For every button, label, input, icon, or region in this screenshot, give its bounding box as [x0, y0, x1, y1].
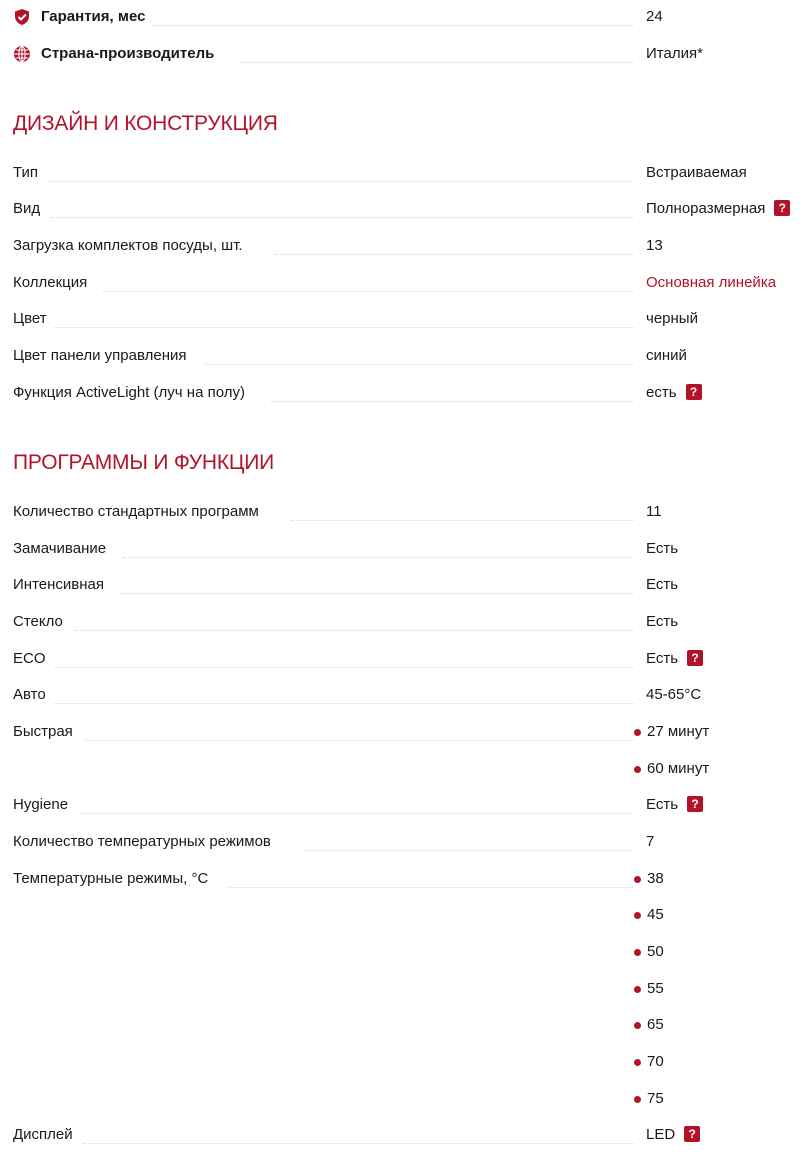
help-icon[interactable]: ?: [687, 650, 703, 666]
spec-value: Встраиваемая: [646, 164, 747, 181]
spec-label: Температурные режимы, °C: [13, 870, 209, 887]
help-icon[interactable]: ?: [774, 200, 790, 216]
spec-label: Цвет: [13, 310, 47, 327]
spec-row-warranty: [13, 5, 798, 29]
list-item: [633, 720, 783, 744]
spec-value: 24: [646, 8, 663, 25]
spec-label: Цвет панели управления: [13, 347, 187, 364]
help-icon[interactable]: ?: [686, 384, 702, 400]
dotted-leader: [303, 850, 633, 851]
spec-value: 27 минут: [647, 723, 710, 740]
bullet: [634, 912, 641, 919]
spec-value: 38: [647, 870, 664, 887]
spec-label: Количество температурных режимов: [13, 833, 271, 850]
spec-row: [13, 234, 798, 258]
spec-value: Есть: [646, 796, 679, 813]
spec-row: [13, 830, 798, 854]
spec-row: [13, 537, 798, 561]
spec-row-country: [13, 42, 798, 66]
spec-value: LED: [646, 1126, 676, 1143]
dotted-leader: [271, 401, 633, 402]
help-icon[interactable]: ?: [684, 1126, 700, 1142]
spec-value: Италия*: [646, 45, 703, 62]
shield-check-icon: [13, 8, 31, 26]
spec-row: [13, 610, 798, 634]
help-icon[interactable]: ?: [687, 796, 703, 812]
spec-row: [13, 161, 798, 185]
dotted-leader: [75, 630, 633, 631]
dotted-leader: [275, 254, 633, 255]
section-title-programs: ПРОГРАММЫ И ФУНКЦИИ: [13, 451, 274, 474]
spec-row: [13, 197, 798, 221]
dotted-leader: [153, 25, 633, 26]
dotted-leader: [48, 181, 633, 182]
dotted-leader: [78, 813, 633, 814]
spec-label: Функция ActiveLight (луч на полу): [13, 384, 245, 401]
spec-row: [13, 271, 798, 295]
list-item: [633, 977, 783, 1001]
spec-label: Гарантия, мес: [41, 8, 146, 25]
dotted-leader: [55, 667, 633, 668]
spec-label: ECO: [13, 650, 46, 667]
spec-label: Стекло: [13, 613, 63, 630]
spec-row: [13, 1123, 798, 1147]
spec-row: [13, 381, 798, 405]
spec-row: [13, 573, 798, 597]
list-item: [633, 757, 783, 781]
bullet: [634, 1022, 641, 1029]
spec-value: Есть: [646, 540, 679, 557]
list-item: [633, 1050, 783, 1074]
spec-value: 70: [647, 1053, 664, 1070]
bullet: [634, 766, 641, 773]
bullet: [634, 1096, 641, 1103]
spec-value: 65: [647, 1016, 664, 1033]
bullet: [634, 876, 641, 883]
dotted-leader: [238, 62, 633, 63]
spec-label: Замачивание: [13, 540, 107, 557]
spec-row: [13, 500, 798, 524]
dotted-leader: [205, 364, 633, 365]
dotted-leader: [83, 1143, 633, 1144]
list-item: [633, 903, 783, 927]
spec-label: Загрузка комплектов посуды, шт.: [13, 237, 243, 254]
list-item: [633, 1013, 783, 1037]
spec-label: Страна-производитель: [41, 45, 215, 62]
spec-value: черный: [646, 310, 698, 327]
spec-value: Полноразмерная: [646, 200, 766, 217]
spec-value: 11: [646, 503, 662, 520]
bullet: [634, 986, 641, 993]
spec-value: Есть: [646, 576, 679, 593]
spec-row: [13, 647, 798, 671]
spec-value: синий: [646, 347, 687, 364]
spec-row: [13, 307, 798, 331]
spec-label: Авто: [13, 686, 46, 703]
spec-value: 45-65°C: [646, 686, 702, 703]
spec-value: 7: [646, 833, 655, 850]
spec-value: 45: [647, 906, 664, 923]
dotted-leader: [85, 740, 633, 741]
spec-value: 60 минут: [647, 760, 710, 777]
dotted-leader: [228, 887, 633, 888]
spec-value: есть: [646, 384, 677, 401]
list-item: [633, 940, 783, 964]
dotted-leader: [121, 593, 633, 594]
bullet: [634, 1059, 641, 1066]
bullet: [634, 949, 641, 956]
spec-value: 13: [646, 237, 663, 254]
bullet: [634, 729, 641, 736]
spec-value: 55: [647, 980, 664, 997]
dotted-leader: [55, 703, 633, 704]
spec-label: Количество стандартных программ: [13, 503, 259, 520]
spec-label: Интенсивная: [13, 576, 104, 593]
spec-value: 50: [647, 943, 664, 960]
spec-label: Hygiene: [13, 796, 69, 813]
spec-row: [13, 344, 798, 368]
spec-label: Дисплей: [13, 1126, 73, 1143]
list-item: [633, 1087, 783, 1111]
dotted-leader: [123, 557, 633, 558]
list-item: [633, 867, 783, 891]
spec-label: Коллекция: [13, 274, 88, 291]
dotted-leader: [55, 327, 633, 328]
dotted-leader: [291, 520, 633, 521]
spec-label: Вид: [13, 200, 41, 217]
spec-row: [13, 683, 798, 707]
dotted-leader: [51, 217, 633, 218]
section-title-design: ДИЗАЙН И КОНСТРУКЦИЯ: [13, 112, 278, 135]
spec-label: Быстрая: [13, 723, 73, 740]
spec-label: Тип: [13, 164, 39, 181]
spec-row: [13, 793, 798, 817]
collection-link[interactable]: Основная линейка: [646, 274, 777, 291]
spec-value: 75: [647, 1090, 664, 1107]
dotted-leader: [103, 291, 633, 292]
spec-value: Есть: [646, 613, 679, 630]
spec-value: Есть: [646, 650, 679, 667]
globe-icon: [13, 45, 31, 63]
